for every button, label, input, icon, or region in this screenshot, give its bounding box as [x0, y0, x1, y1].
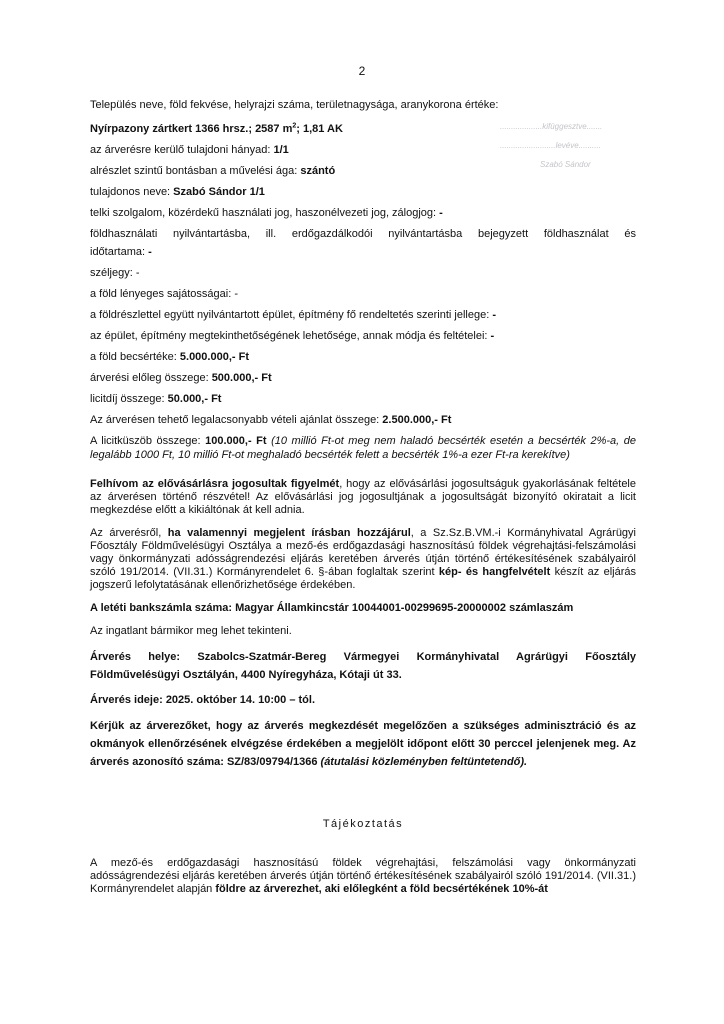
land-use-duration: időtartama: -: [90, 245, 152, 258]
section-heading: Tájékoztatás: [322, 817, 404, 830]
land-features: a föld lényeges sajátosságai: -: [90, 287, 238, 300]
estimated-value: a föld becsértéke: 5.000.000,- Ft: [90, 350, 249, 363]
cultivation-branch: alrészlet szintű bontásban a művelési ága: szántó: [90, 164, 336, 177]
page-number: 2: [358, 64, 366, 78]
buildings-character: a földrészlettel együtt nyilvántartott épület, építmény fő rendeltetés szerinti jellege: -: [90, 308, 497, 321]
recording-notice: Az árverésről, ha valamennyi megjelent írásban hozzájárul, a Sz.Sz.B.VM.-i Kormányhivatal Agrárügyi Főosztály Földművelésügyi Osztálya a mező-és erdőgazdasági hasznosítású földek végrehajtási-felszámolási vagy önkormányzati adósságrendezési eljárás keretében árverés útján történő értékesítésének szabályairól szóló 191/2014. (VII.31.) Kormányrendelet 6. §-ában foglaltak szerint kép- és hangfelvételt készít az eljárás jogszerű lefolytatásának ellenőrizhetősége érdekében.: [90, 526, 636, 591]
auction-deposit: árverési előleg összege: 500.000,- Ft: [90, 371, 272, 384]
owner-name: tulajdonos neve: Szabó Sándor 1/1: [90, 185, 265, 198]
property-identifier: Nyírpazony zártkert 1366 hrsz.; 2587 $m^2$; 1,81 AK: [90, 122, 343, 135]
auction-location: Árverés helye: Szabolcs-Szatmár-Bereg Vármegyei Kormányhivatal Agrárügyi Főosztály Földművelésügyi Osztályán, 4400 Nyíregyháza, Kótaji út 33.: [90, 650, 636, 681]
arrival-request: Kérjük az árverezőket, hogy az árverés megkezdését megelőzően a szükséges adminisztráció és az okmányok ellenőrzésének elvégzése érdekében a megjelölt időpont előtt 30 perccel jelenjenek meg. Az árverés azonosító száma: SZ/83/09794/1366 (átutalási közleményben feltüntetendő).: [90, 719, 636, 768]
deposit-account: A letéti bankszámla száma: Magyar Államkincstár 10044001-00299695-20000002 számlaszám: [90, 601, 574, 614]
marginal-notes: széljegy: -: [90, 266, 140, 279]
ownership-share: az árverésre kerülő tulajdoni hányad: 1/1: [90, 143, 289, 156]
viewing-notice: Az ingatlant bármikor meg lehet tekinteni.: [90, 624, 292, 637]
faded-stamp-text: ...................kifüggesztve....... .........................levéve.......... Szabó Sándor: [500, 122, 603, 169]
minimum-offer: Az árverésen tehető legalacsonyabb vételi ajánlat összege: 2.500.000,- Ft: [90, 413, 452, 426]
property-header-line: Település neve, föld fekvése, helyrajzi száma, területnagysága, aranykorona értéke:: [90, 99, 499, 111]
buildings-viewing: az épület, építmény megtekinthetőségének lehetősége, annak módja és feltételei: -: [90, 329, 495, 342]
auction-time: Árverés ideje: 2025. október 14. 10:00 – tól.: [90, 693, 316, 706]
pre-emption-notice: Felhívom az elővásárlásra jogosultak figyelmét, hogy az elővásárlási jogosultságuk gyakorlásának feltétele az árverésen történő részvétel! Az elővásárlási jog jogosultjának a jogosultságát bizonyító okiratait a licit megkezdése előtt a kikiáltónak át kell adnia.: [90, 477, 636, 516]
bidding-fee: licitdíj összege: 50.000,- Ft: [90, 392, 222, 405]
bid-increment: A licitküszöb összege: 100.000,- Ft (10 millió Ft-ot meg nem haladó becsérték esetén a becsérték 2%-a, de legalább 1000 Ft, 10 millió Ft-ot meghaladó becsérték felett a becsérték 1%-a ezer Ft-ra kerekítve): [90, 434, 636, 461]
easements-line: telki szolgalom, közérdekű használati jog, haszonélvezeti jog, zálogjog: -: [90, 206, 443, 219]
information-paragraph: A mező-és erdőgazdasági hasznosítású földek végrehajtási, felszámolási vagy önkormányzati adósságrendezési eljárás keretében árverés útján történő értékesítésének szabályairól szóló 191/2014. (VII.31.) Kormányrendelet alapján földre az árverezhet, aki előlegként a föld becsértékének 10%-át: [90, 856, 636, 895]
document-body: [90, 98, 636, 906]
land-use-registry-line: földhasználati nyilvántartásba, ill. erdőgazdálkodói nyilvántartásba bejegyzett földhasználat és: [90, 227, 636, 240]
